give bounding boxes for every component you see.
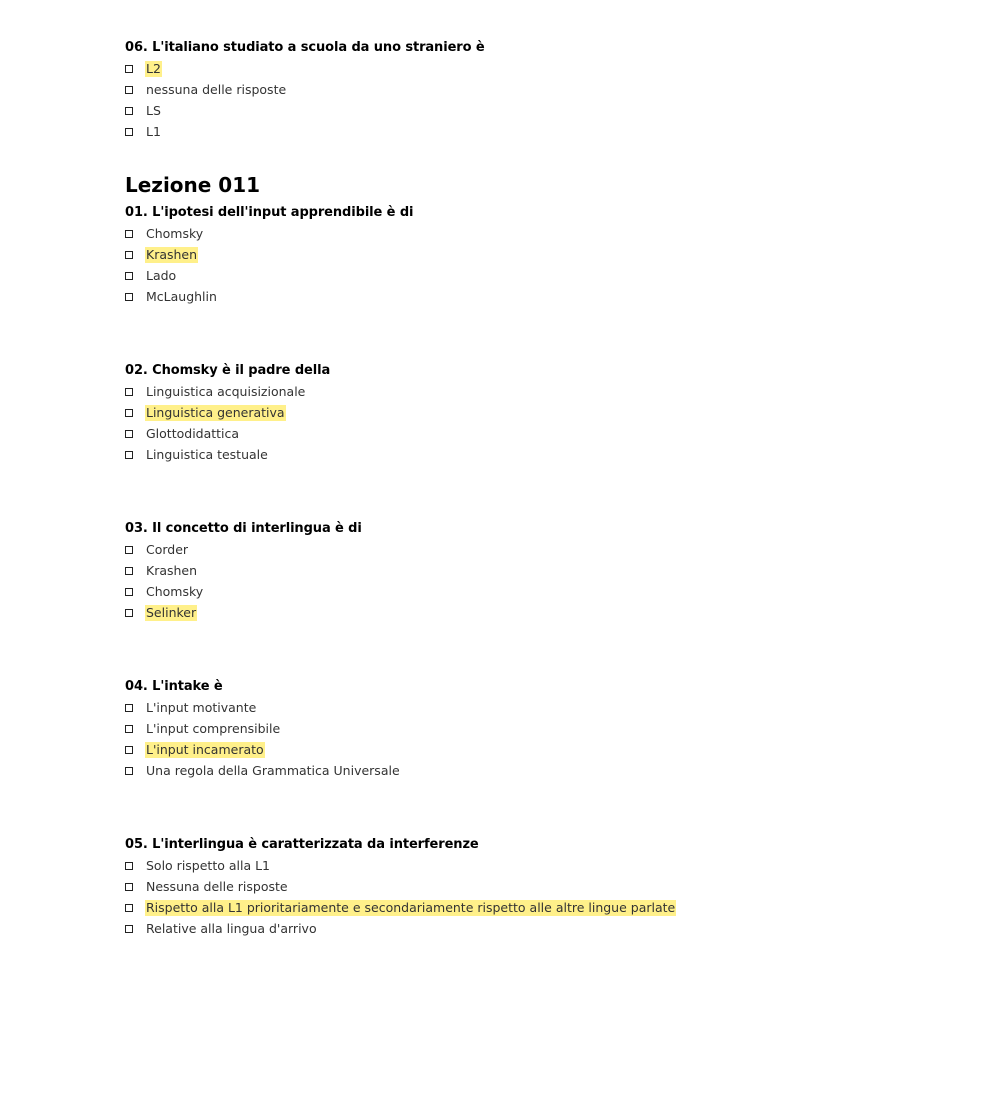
answer-label: McLaughlin <box>146 288 217 304</box>
question-02 <box>125 360 330 465</box>
checkbox-icon[interactable] <box>125 451 133 459</box>
checkbox-icon[interactable] <box>125 862 133 870</box>
answer-option[interactable] <box>125 381 330 402</box>
question-title: 02. Chomsky è il padre della <box>125 363 331 378</box>
question-04 <box>125 676 401 781</box>
checkbox-icon[interactable] <box>125 567 133 575</box>
answer-option[interactable] <box>125 244 413 265</box>
answer-option[interactable] <box>125 100 485 121</box>
answer-option[interactable] <box>125 602 362 623</box>
answer-option[interactable] <box>125 423 330 444</box>
checkbox-icon[interactable] <box>125 704 133 712</box>
checkbox-icon[interactable] <box>125 588 133 596</box>
answer-label: Krashen <box>146 562 198 578</box>
checkbox-icon[interactable] <box>125 388 133 396</box>
question-03 <box>125 518 362 623</box>
answer-option[interactable] <box>125 121 485 142</box>
checkbox-icon[interactable] <box>125 86 133 94</box>
checkbox-icon[interactable] <box>125 725 133 733</box>
answer-label: LS <box>146 102 161 118</box>
checkbox-icon[interactable] <box>125 293 133 301</box>
answer-option[interactable] <box>125 739 401 760</box>
answer-label: Corder <box>146 541 189 557</box>
answer-label: nessuna delle risposte <box>146 81 287 97</box>
answer-option[interactable] <box>125 855 676 876</box>
answer-option[interactable] <box>125 265 413 286</box>
checkbox-icon[interactable] <box>125 883 133 891</box>
answer-label-correct: Selinker <box>146 604 197 620</box>
answer-label: Chomsky <box>146 583 204 599</box>
answer-option[interactable] <box>125 760 401 781</box>
checkbox-icon[interactable] <box>125 65 133 73</box>
answer-option[interactable] <box>125 79 485 100</box>
checkbox-icon[interactable] <box>125 107 133 115</box>
lesson-heading: Lezione 011 <box>125 173 261 197</box>
checkbox-icon[interactable] <box>125 409 133 417</box>
checkbox-icon[interactable] <box>125 128 133 136</box>
checkbox-icon[interactable] <box>125 230 133 238</box>
answer-option[interactable] <box>125 539 362 560</box>
answer-label: Una regola della Grammatica Universale <box>146 762 400 778</box>
answer-label-correct: L2 <box>146 60 161 76</box>
answer-option[interactable] <box>125 718 401 739</box>
answer-option[interactable] <box>125 402 330 423</box>
checkbox-icon[interactable] <box>125 767 133 775</box>
checkbox-icon[interactable] <box>125 904 133 912</box>
checkbox-icon[interactable] <box>125 925 133 933</box>
answer-label: L'input comprensibile <box>146 720 281 736</box>
checkbox-icon[interactable] <box>125 430 133 438</box>
answer-option[interactable] <box>125 697 401 718</box>
answer-label: Relative alla lingua d'arrivo <box>146 920 317 936</box>
question-05 <box>125 834 676 939</box>
answer-option[interactable] <box>125 897 676 918</box>
question-title: 04. L'intake è <box>125 679 223 694</box>
answer-label: Linguistica testuale <box>146 446 268 462</box>
question-title: 03. Il concetto di interlingua è di <box>125 521 362 536</box>
answer-label-correct: Krashen <box>146 246 198 262</box>
question-title: 06. L'italiano studiato a scuola da uno straniero è <box>125 40 485 55</box>
answer-option[interactable] <box>125 560 362 581</box>
checkbox-icon[interactable] <box>125 272 133 280</box>
checkbox-icon[interactable] <box>125 609 133 617</box>
answer-option[interactable] <box>125 876 676 897</box>
answer-option[interactable] <box>125 444 330 465</box>
checkbox-icon[interactable] <box>125 746 133 754</box>
answer-option[interactable] <box>125 286 413 307</box>
question-title: 01. L'ipotesi dell'input apprendibile è di <box>125 205 414 220</box>
answer-label-correct: Rispetto alla L1 prioritariamente e secondariamente rispetto alle altre lingue parlate <box>146 899 676 915</box>
answer-label: Glottodidattica <box>146 425 240 441</box>
answer-label: Lado <box>146 267 177 283</box>
answer-label-correct: Linguistica generativa <box>146 404 285 420</box>
answer-label: L'input motivante <box>146 699 257 715</box>
checkbox-icon[interactable] <box>125 251 133 259</box>
answer-option[interactable] <box>125 581 362 602</box>
lesson-heading-block <box>125 171 260 199</box>
answer-option[interactable] <box>125 918 676 939</box>
answer-label: Solo rispetto alla L1 <box>146 857 271 873</box>
answer-label: Linguistica acquisizionale <box>146 383 306 399</box>
answer-label: L1 <box>146 123 161 139</box>
question-01 <box>125 202 413 307</box>
answer-label: Nessuna delle risposte <box>146 878 288 894</box>
question-title: 05. L'interlingua è caratterizzata da interferenze <box>125 837 479 852</box>
question-06 <box>125 37 485 142</box>
answer-option[interactable] <box>125 223 413 244</box>
answer-label-correct: L'input incamerato <box>146 741 264 757</box>
answer-label: Chomsky <box>146 225 204 241</box>
answer-option[interactable] <box>125 58 485 79</box>
checkbox-icon[interactable] <box>125 546 133 554</box>
